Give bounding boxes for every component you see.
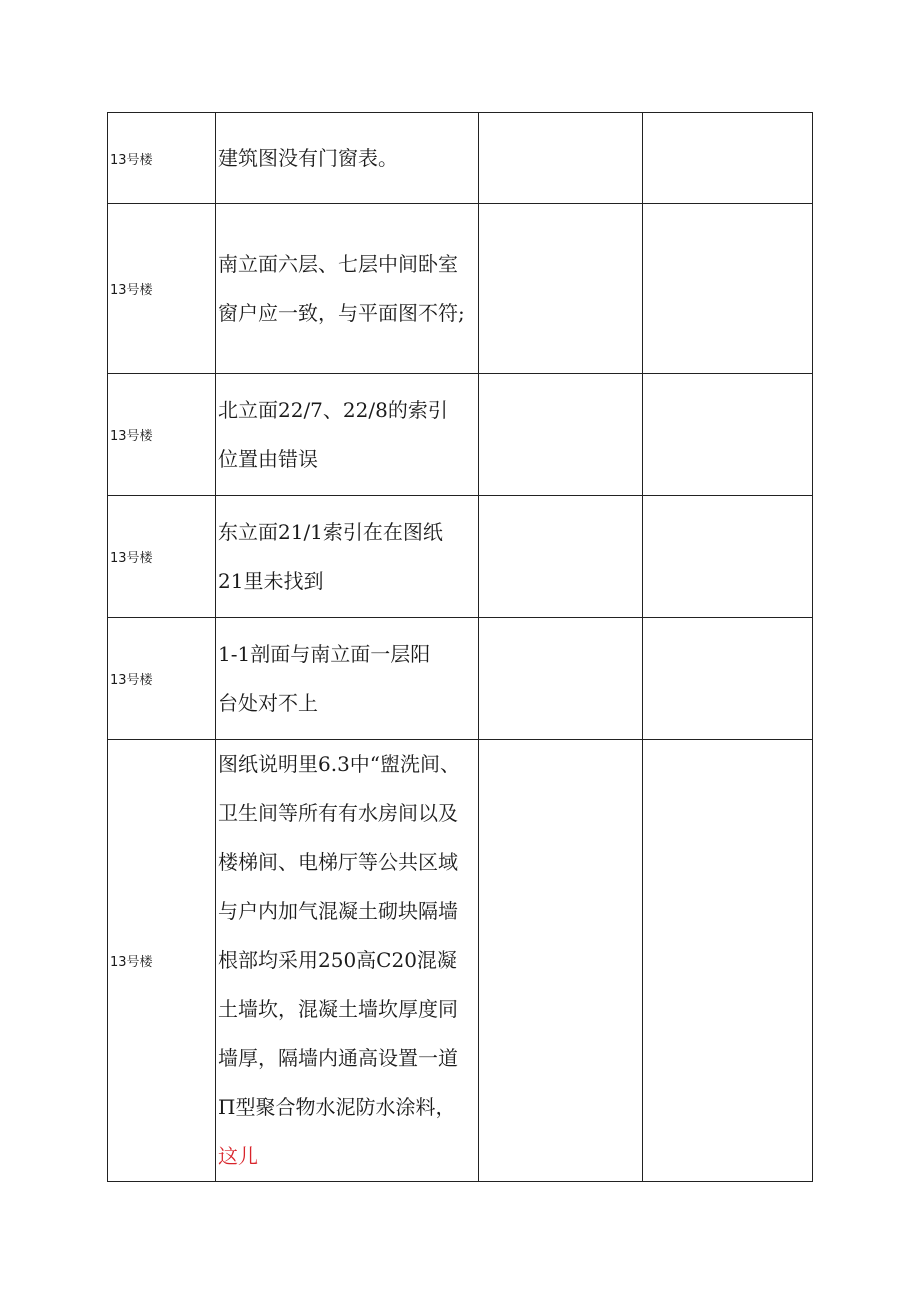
remark-cell — [643, 204, 813, 374]
issue-line: 根部均采用250高C20混凝 — [218, 948, 457, 972]
issue-cell — [216, 496, 479, 618]
building-cell: 13号楼 — [108, 374, 216, 496]
response-cell — [479, 204, 643, 374]
issue-line: Π型聚合物水泥防水涂料， — [218, 1095, 456, 1119]
issue-cell — [216, 113, 479, 204]
issue-line: 墙厚，隔墙内通高设置一道 — [218, 1046, 458, 1070]
issue-line: 台处对不上 — [218, 690, 318, 715]
issue-cell — [216, 740, 479, 1182]
table-row — [108, 618, 813, 740]
response-cell — [479, 618, 643, 740]
issue-line: 楼梯间、电梯厅等公共区域 — [218, 850, 458, 874]
response-cell — [479, 374, 643, 496]
issue-line: 21里未找到 — [218, 568, 324, 593]
issue-cell — [216, 618, 479, 740]
remark-cell — [643, 496, 813, 618]
issue-line: 东立面21/1索引在在图纸 — [218, 519, 443, 544]
issue-line: 窗户应一致，与平面图不符; — [218, 300, 465, 325]
highlight-note: 这儿 — [218, 1144, 258, 1168]
building-cell: 13号楼 — [108, 496, 216, 618]
table-row — [108, 740, 813, 1182]
table-row — [108, 496, 813, 618]
issue-cell — [216, 374, 479, 496]
response-cell — [479, 113, 643, 204]
table-row — [108, 113, 813, 204]
response-cell — [479, 496, 643, 618]
remark-cell — [643, 740, 813, 1182]
issue-line: 土墙坎，混凝土墙坎厚度同 — [218, 997, 458, 1021]
issue-line: 位置由错误 — [218, 446, 318, 471]
building-cell: 13号楼 — [108, 113, 216, 204]
issue-line: 北立面22/7、22/8的索引 — [218, 397, 448, 422]
response-cell — [479, 740, 643, 1182]
issue-line: 卫生间等所有有水房间以及 — [218, 801, 458, 825]
building-cell: 13号楼 — [108, 740, 216, 1182]
issue-line: 与户内加气混凝土砌块隔墙 — [218, 899, 458, 923]
table-row — [108, 204, 813, 374]
issue-line: 1-1剖面与南立面一层阳 — [218, 641, 431, 666]
review-comments-table — [107, 112, 813, 1182]
issue-line: 图纸说明里6.3中“盥洗间、 — [218, 752, 461, 776]
issue-line: 建筑图没有门窗表。 — [218, 145, 398, 170]
building-cell: 13号楼 — [108, 204, 216, 374]
table-row — [108, 374, 813, 496]
remark-cell — [643, 618, 813, 740]
issue-cell — [216, 204, 479, 374]
remark-cell — [643, 113, 813, 204]
issue-line: 南立面六层、七层中间卧室 — [218, 251, 458, 276]
remark-cell — [643, 374, 813, 496]
building-cell: 13号楼 — [108, 618, 216, 740]
